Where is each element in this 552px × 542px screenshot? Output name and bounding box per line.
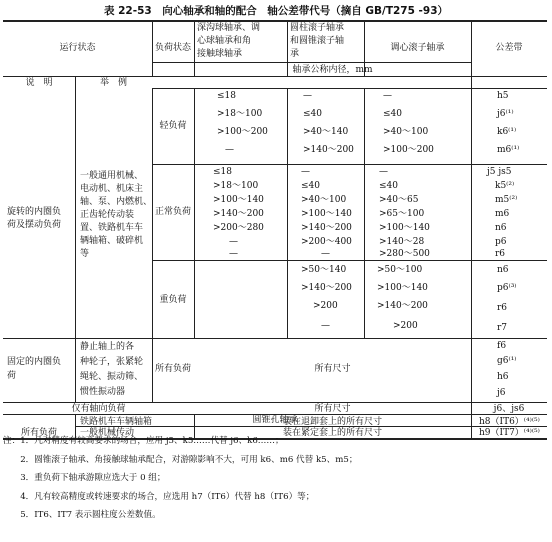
ball-bearing-header-3: 接触球轴承 xyxy=(197,49,243,59)
normal-tol-7: r6 xyxy=(495,249,506,259)
roller-bearing-header-1: 圆柱滚子轴承 xyxy=(290,23,345,33)
fixed-size-label: 所有尺寸 xyxy=(314,364,351,374)
fixed-example-3: 绳轮、振动筛、 xyxy=(80,372,144,382)
normal-tol-3: m5⁽²⁾ xyxy=(495,195,518,205)
axial-only-label: 仅有轴向负荷 xyxy=(71,404,126,414)
rotating-explain-1: 旋转的内圈负 xyxy=(7,207,62,217)
tapered-app-1: 铁路机车车辆轴箱 xyxy=(80,417,153,427)
normal-cyl-2: ≤40 xyxy=(301,181,320,191)
tapered-tol-1: h8（IT6）⁽⁴⁾⁽⁵⁾ xyxy=(479,417,540,427)
fixed-example-4: 惯性振动器 xyxy=(80,387,126,397)
heavy-tol-3: r6 xyxy=(497,303,508,313)
normal-ball-1: ≤18 xyxy=(213,167,232,177)
normal-cyl-5: >140～200 xyxy=(301,223,352,233)
light-ball-3: >100～200 xyxy=(217,127,268,137)
load-state-header: 负荷状态 xyxy=(154,43,191,53)
normal-cyl-1: — xyxy=(301,167,310,177)
fixed-example-1: 静止轴上的各 xyxy=(80,342,135,352)
note-3: 3．重负荷下轴承游隙应选大于 0 组； xyxy=(3,473,166,483)
fixed-tol-2: g6⁽¹⁾ xyxy=(497,356,517,366)
normal-cyl-7: — xyxy=(321,249,330,259)
ball-bearing-header-1: 深沟球轴承、调 xyxy=(197,23,261,33)
light-sph-2: ≤40 xyxy=(383,109,402,119)
explain-header: 说 明 xyxy=(25,78,53,88)
normal-tol-6: p6 xyxy=(495,237,507,247)
light-tol-1: h5 xyxy=(497,91,509,101)
normal-tol-5: n6 xyxy=(495,223,507,233)
ball-bearing-header-2: 心球轴承和角 xyxy=(197,36,252,46)
roller-bearing-header-2: 和圆锥滚子轴 xyxy=(290,36,345,46)
heavy-sph-3: >140～200 xyxy=(377,301,428,311)
heavy-load-label: 重负荷 xyxy=(159,295,187,305)
table-notes xyxy=(3,432,547,525)
light-cyl-4: >140～200 xyxy=(303,145,354,155)
fixed-explain-2: 荷 xyxy=(7,371,17,381)
normal-sph-5: >100～140 xyxy=(379,223,430,233)
normal-cyl-3: >40～100 xyxy=(301,195,347,205)
note-2: 2．圆锥滚子轴承、角接触球轴承配合，对游隙影响不大，可用 k6、m6 代替 k5、m5； xyxy=(3,454,358,465)
fixed-tol-1: f6 xyxy=(497,341,507,351)
example-header: 举 例 xyxy=(99,78,127,88)
normal-ball-4: >140～200 xyxy=(213,209,264,219)
tapered-desc-2: 装在紧定套上的所有尺寸 xyxy=(282,428,382,438)
tapered-load-label: 所有负荷 xyxy=(20,428,57,438)
note-5: 5．IT6、IT7 表示圆柱度公差数值。 xyxy=(3,510,161,520)
note-1: 注：1．凡对精度有较高要求的场合，应用 j5、k5……代替 j6、k6……； xyxy=(3,436,284,446)
fixed-tol-4: j6 xyxy=(497,388,506,398)
normal-ball-3: >100～140 xyxy=(213,195,264,205)
table-title: 表 22-53 向心轴承和轴的配合 轴公差带代号（摘自 GB/T275 -93） xyxy=(103,5,449,17)
normal-load-label: 正常负荷 xyxy=(154,207,191,217)
heavy-tol-1: n6 xyxy=(497,265,509,275)
rotating-example-5: 置、铁路机车车 xyxy=(80,223,144,233)
fixed-example-2: 种轮子，张紧轮 xyxy=(80,357,144,367)
axial-only-size: 所有尺寸 xyxy=(314,404,351,414)
light-cyl-1: — xyxy=(303,91,312,101)
normal-cyl-4: >100～140 xyxy=(301,209,352,219)
heavy-tol-4: r7 xyxy=(497,323,508,333)
heavy-cyl-3: >200 xyxy=(313,301,338,311)
light-cyl-2: ≤40 xyxy=(303,109,322,119)
light-sph-3: >40～100 xyxy=(383,127,429,137)
rotating-example-3: 轴、泵、内燃机、 xyxy=(80,197,153,207)
axial-only-tol: j6、js6 xyxy=(493,404,525,414)
normal-sph-6: >140～28 xyxy=(379,237,425,247)
rotating-example-4: 正齿轮传动装 xyxy=(80,210,135,220)
light-tol-4: m6⁽¹⁾ xyxy=(497,145,520,155)
light-ball-4: — xyxy=(225,145,234,155)
normal-sph-4: >65～100 xyxy=(379,209,425,219)
rotating-explain-2: 荷及摆动负荷 xyxy=(7,220,62,230)
normal-tol-2: k5⁽²⁾ xyxy=(495,181,515,191)
light-ball-2: >18～100 xyxy=(217,109,263,119)
fixed-explain-1: 固定的内圈负 xyxy=(7,357,62,367)
light-ball-1: ≤18 xyxy=(217,91,236,101)
tapered-bore-header: 圆锥孔轴承 xyxy=(252,415,298,425)
heavy-sph-4: >200 xyxy=(393,321,418,331)
heavy-cyl-1: >50～140 xyxy=(301,265,347,275)
rotating-example-2: 电动机、机床主 xyxy=(80,184,144,194)
tapered-tol-2: h9（IT7）⁽⁴⁾⁽⁵⁾ xyxy=(479,428,540,438)
spherical-bearing-header: 调心滚子轴承 xyxy=(390,43,445,53)
operating-conditions-header: 运行状态 xyxy=(59,43,96,53)
normal-ball-2: >18～100 xyxy=(213,181,259,191)
light-cyl-3: >40～140 xyxy=(303,127,349,137)
tapered-app-2: 一般机械传动 xyxy=(80,428,135,438)
normal-sph-1: — xyxy=(379,167,388,177)
heavy-sph-1: >50～100 xyxy=(377,265,423,275)
rotating-example-1: 一般通用机械、 xyxy=(80,171,144,181)
fixed-load-label: 所有负荷 xyxy=(154,364,191,374)
heavy-cyl-4: — xyxy=(321,321,330,331)
normal-ball-5: >200～280 xyxy=(213,223,264,233)
heavy-sph-2: >100～140 xyxy=(377,283,428,293)
tolerance-zone-header: 公差带 xyxy=(495,43,523,53)
normal-sph-2: ≤40 xyxy=(379,181,398,191)
rotating-example-7: 等 xyxy=(80,249,90,259)
note-4: 4．凡有较高精度或转速要求的场合，应选用 h7（IT6）代替 h8（IT6）等； xyxy=(3,491,315,502)
roller-bearing-header-3: 承 xyxy=(290,49,300,59)
normal-tol-4: m6 xyxy=(495,209,510,219)
fixed-tol-3: h6 xyxy=(497,372,509,382)
heavy-cyl-2: >140～200 xyxy=(301,283,352,293)
rotating-example-6: 辆轴箱、破碎机 xyxy=(80,236,144,246)
light-sph-1: — xyxy=(383,91,392,101)
light-tol-3: k6⁽¹⁾ xyxy=(497,127,517,137)
diameter-unit-header: 轴承公称内径，mm xyxy=(292,65,373,75)
light-load-label: 轻负荷 xyxy=(159,121,187,131)
normal-ball-6: — xyxy=(229,237,238,247)
normal-sph-7: >280～500 xyxy=(379,249,430,259)
light-sph-4: >100～200 xyxy=(383,145,434,155)
normal-cyl-6: >200～400 xyxy=(301,237,352,247)
normal-tol-1: j5 js5 xyxy=(487,167,512,177)
tapered-desc-1: 装在退卸套上的所有尺寸 xyxy=(282,417,382,427)
normal-sph-3: >40～65 xyxy=(379,195,419,205)
normal-ball-7: — xyxy=(229,249,238,259)
heavy-tol-2: p6⁽³⁾ xyxy=(497,283,517,293)
light-tol-2: j6⁽¹⁾ xyxy=(497,109,514,119)
